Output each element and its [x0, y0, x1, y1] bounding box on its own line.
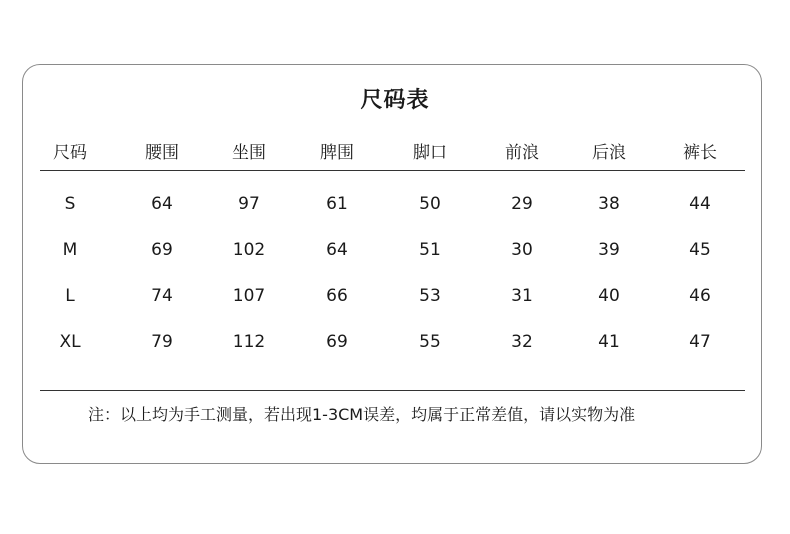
- table-cell: 74: [151, 286, 173, 306]
- table-cell: L: [65, 286, 75, 306]
- table-cell: 44: [689, 194, 711, 214]
- table-cell: 45: [689, 240, 711, 260]
- table-cell: 38: [598, 194, 620, 214]
- table-cell: 61: [326, 194, 348, 214]
- table-cell: 46: [689, 286, 711, 306]
- header-cell: 裤长: [683, 143, 717, 163]
- table-cell: 29: [511, 194, 533, 214]
- table-row: [0, 327, 790, 357]
- table-cell: 79: [151, 332, 173, 352]
- table-row: [0, 281, 790, 311]
- table-cell: XL: [59, 332, 81, 352]
- footer-divider: [40, 390, 745, 391]
- table-row: [0, 235, 790, 265]
- table-row: [0, 189, 790, 219]
- table-cell: 31: [511, 286, 533, 306]
- header-cell: 尺码: [53, 143, 87, 163]
- header-cell: 后浪: [592, 143, 626, 163]
- table-cell: 53: [419, 286, 441, 306]
- table-cell: 51: [419, 240, 441, 260]
- table-cell: 47: [689, 332, 711, 352]
- table-cell: 41: [598, 332, 620, 352]
- table-cell: 69: [326, 332, 348, 352]
- header-cell: 脾围: [320, 143, 354, 163]
- table-cell: 32: [511, 332, 533, 352]
- table-cell: 64: [326, 240, 348, 260]
- table-cell: M: [62, 240, 78, 260]
- table-cell: 69: [151, 240, 173, 260]
- header-divider: [40, 170, 745, 171]
- table-cell: 39: [598, 240, 620, 260]
- table-cell: 66: [326, 286, 348, 306]
- table-header-row: [0, 138, 790, 168]
- table-cell: 107: [232, 286, 266, 306]
- table-cell: 64: [151, 194, 173, 214]
- header-cell: 坐围: [232, 143, 266, 163]
- table-cell: 112: [232, 332, 266, 352]
- header-cell: 脚口: [413, 143, 447, 163]
- table-cell: 97: [238, 194, 260, 214]
- table-cell: 102: [232, 240, 266, 260]
- table-cell: 30: [511, 240, 533, 260]
- table-cell: S: [64, 194, 76, 214]
- header-cell: 前浪: [505, 143, 539, 163]
- table-cell: 50: [419, 194, 441, 214]
- measurement-note: 注：以上均为手工测量，若出现1-3CM误差，均属于正常差值，请以实物为准: [88, 405, 636, 424]
- table-cell: 55: [419, 332, 441, 352]
- table-cell: 40: [598, 286, 620, 306]
- page-title: 尺码表: [360, 88, 430, 113]
- header-cell: 腰围: [145, 143, 179, 163]
